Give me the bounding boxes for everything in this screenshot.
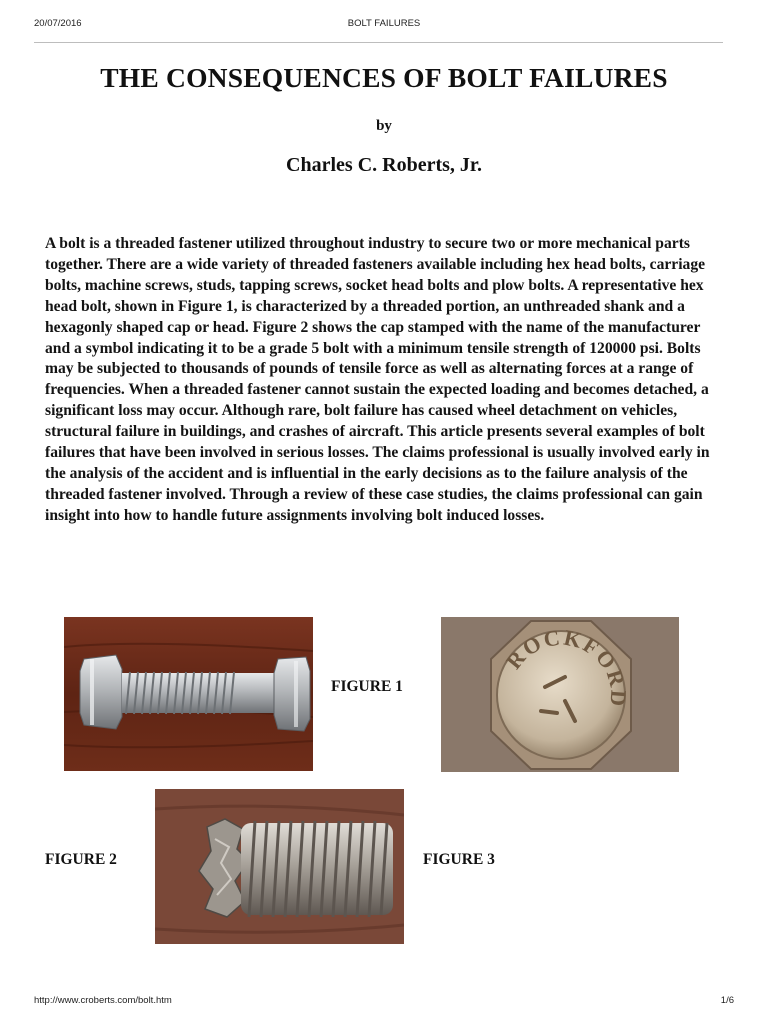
figure-2-caption: FIGURE 2: [45, 851, 117, 868]
print-source-url: http://www.croberts.com/bolt.htm: [34, 995, 172, 1006]
print-page-number: 1/6: [720, 995, 734, 1006]
figure-1-hex-bolt-photo: [64, 617, 313, 771]
figure-2-stamped-head-photo: [441, 617, 679, 772]
byline-by: by: [376, 118, 392, 134]
figure-1-caption: FIGURE 1: [331, 678, 403, 695]
article-paragraph: A bolt is a threaded fastener utilized throughout industry to secure two or more mechanical parts together. There are a wide variety of threaded fasteners available including hex head bolts, carriage bolts, machine screws, studs, tapping screws, socket head bolts and plow bolts. A representative hex head bolt, shown in Figure 1, is characterized by a threaded portion, an unthreaded shank and a hexagonly shaped cap or head. Figure 2 shows the cap stamped with the name of the manufacturer and a symbol indicating it to be a grade 5 bolt with a minimum tensile strength of 120000 psi. Bolts may be subjected to thousands of pounds of tensile force as well as alternating forces at a range of frequencies. When a threaded fastener cannot sustain the expected loading and becomes detached, a significant loss may occur. Although rare, bolt failure has caused wheel detachment on vehicles, structural failure in buildings, and crashes of aircraft. This article presents several examples of bolt failures that have been involved in serious losses. The claims professional is usually involved early in the analysis of the accident and is influential in the early decisions as to the failure analysis of the threaded fastener involved. Through a review of these case studies, the claims professional can gain insight into how to handle future assignments involving bolt induced losses.: [45, 235, 710, 524]
article-title: THE CONSEQUENCES OF BOLT FAILURES: [100, 62, 668, 93]
print-date: 20/07/2016: [34, 18, 82, 29]
header-divider: [34, 42, 723, 43]
article-author: Charles C. Roberts, Jr.: [286, 154, 482, 176]
figure-3-fractured-bolt-photo: [155, 789, 404, 944]
figure-3-caption: FIGURE 3: [423, 851, 495, 868]
print-page-title: BOLT FAILURES: [347, 18, 421, 29]
svg-text:ROCKFORD: ROCKFORD: [500, 624, 632, 709]
